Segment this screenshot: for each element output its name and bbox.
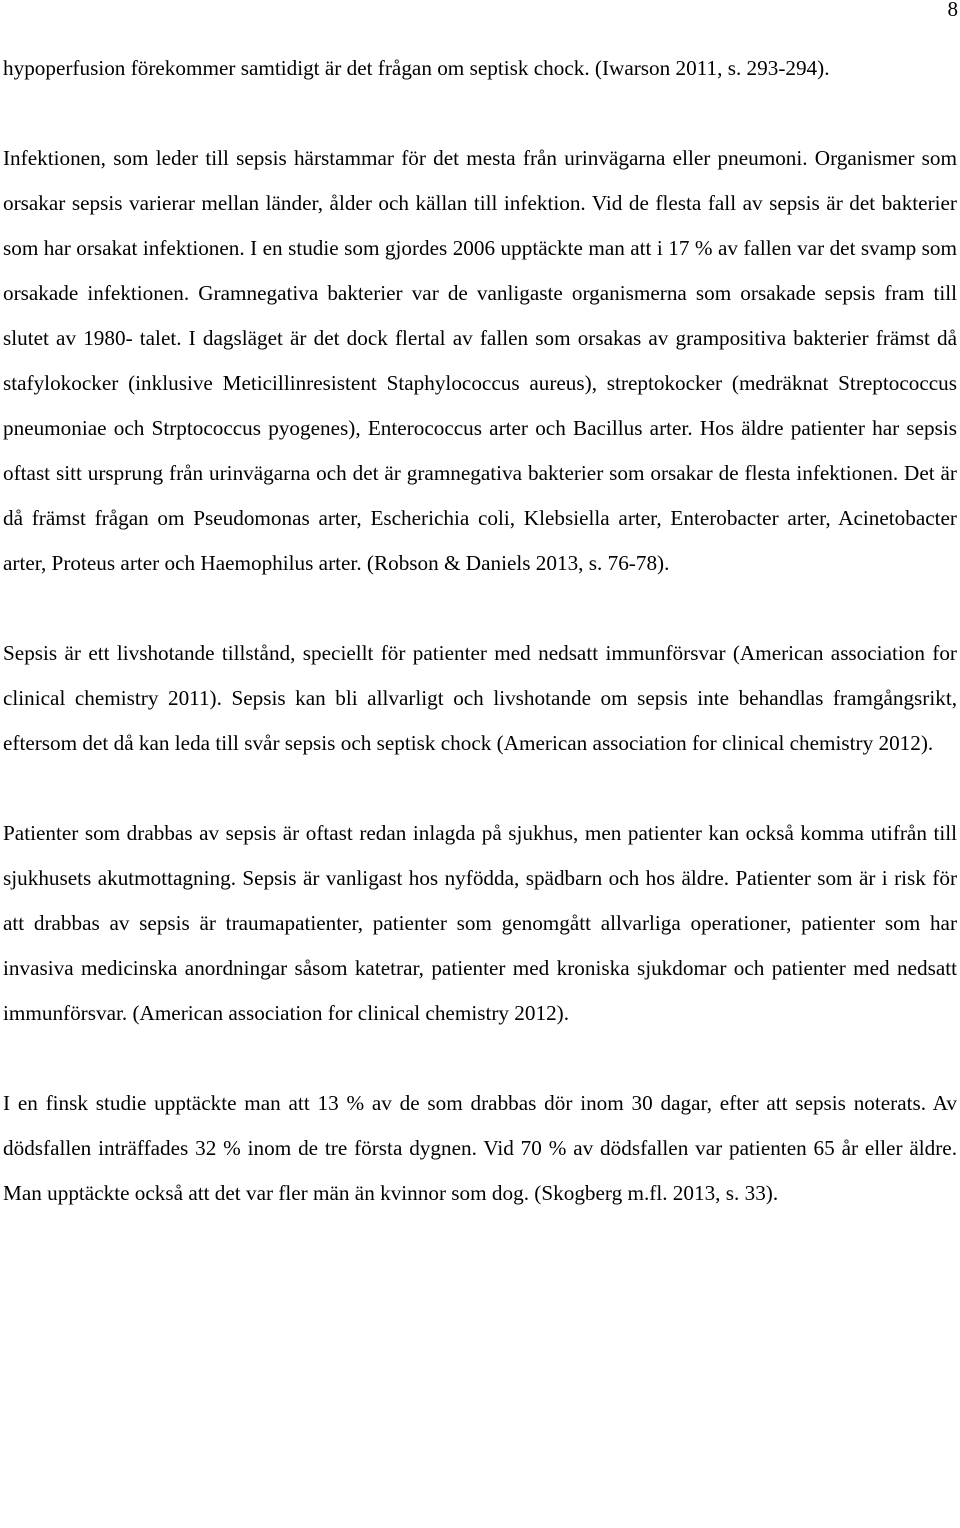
paragraph-finnish-study: I en finsk studie upptäckte man att 13 % av de som drabbas dör inom 30 dagar, efter att sepsis noterats. Av dödsfallen inträffades 32 % inom de tre första dygnen. Vid 70 % av dödsfallen var patienten 65 år eller äldre. Man upptäckte också att det var fler män än kvinnor som dog. (Skogberg m.fl. 2013, s. 33). xyxy=(3,1091,957,1205)
paragraph-infection-origin: Infektionen, som leder till sepsis härstammar för det mesta från urinvägarna eller pneumoni. Organismer som orsakar sepsis varierar mellan länder, ålder och källan till infektion. Vid de flesta fall av sepsis är det bakterier som har orsakat infektionen. I en studie som gjordes 2006 upptäckte man att i 17 % av fallen var det svamp som orsakade infektionen. Gramnegativa bakterier var de vanligaste organismerna som orsakade sepsis fram till slutet av 1980- talet. I dagsläget är det dock flertal av fallen som orsakas av grampositiva bakterier främst då stafylokocker (inklusive Meticillinresistent Staphylococcus aureus), streptokocker (medräknat Streptococcus pneumoniae och Strptococcus pyogenes), Enterococcus arter och Bacillus arter. Hos äldre patienter har sepsis oftast sitt ursprung från urinvägarna och det är gramnegativa bakterier som orsakar de flesta infektionen. Det är då främst frågan om Pseudomonas arter, Escherichia coli, Klebsiella arter, Enterobacter arter, Acinetobacter arter, Proteus arter och Haemophilus arter. (Robson & Daniels 2013, s. 76-78). xyxy=(3,146,957,575)
page-number: 8 xyxy=(947,0,958,21)
paragraph-risk-groups: Patienter som drabbas av sepsis är oftast redan inlagda på sjukhus, men patienter kan också komma utifrån till sjukhusets akutmottagning. Sepsis är vanligast hos nyfödda, spädbarn och hos äldre. Patienter som är i risk för att drabbas av sepsis är traumapatienter, patienter som genomgått allvarliga operationer, patienter som har invasiva medicinska anordningar såsom katetrar, patienter med kroniska sjukdomar och patienter med nedsatt immunförsvar. (American association for clinical chemistry 2012). xyxy=(3,821,957,1025)
paragraph-septic-shock: hypoperfusion förekommer samtidigt är det frågan om septisk chock. (Iwarson 2011, s. 293-294). xyxy=(3,56,830,80)
paragraph-life-threatening: Sepsis är ett livshotande tillstånd, speciellt för patienter med nedsatt immunförsvar (American association for clinical chemistry 2011). Sepsis kan bli allvarligt och livshotande om sepsis inte behandlas framgångsrikt, eftersom det då kan leda till svår sepsis och septisk chock (American association for clinical chemistry 2012). xyxy=(3,641,957,755)
